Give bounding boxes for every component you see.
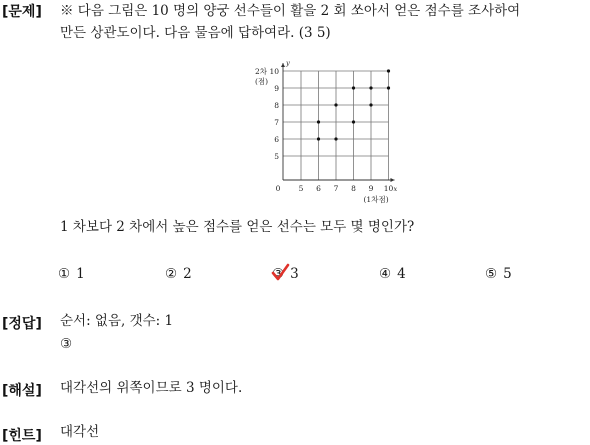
data-point xyxy=(369,86,372,89)
problem-line-2: 만든 상관도이다. 다음 물음에 답하여라. (3 5) xyxy=(60,25,331,41)
choice-1[interactable] xyxy=(58,266,85,282)
explanation-tag: [해설] xyxy=(2,383,42,399)
data-point xyxy=(387,86,390,89)
answer-line-2: ③ xyxy=(60,336,73,352)
data-point xyxy=(387,69,390,72)
choice-number: ① xyxy=(58,266,71,282)
x-tick-label: 6 xyxy=(316,184,321,193)
check-mark-icon xyxy=(270,263,290,283)
x-tick-label: 0 xyxy=(275,184,281,193)
x-axis-letter: x xyxy=(393,185,398,193)
y-axis-unit: (점) xyxy=(255,77,269,86)
chart-axes xyxy=(281,63,395,182)
question-text: 1 차보다 2 차에서 높은 점수를 얻은 선수는 모두 몇 명인가? xyxy=(60,219,415,235)
data-point xyxy=(334,103,337,106)
choice-label: 5 xyxy=(503,266,512,282)
choice-number: ⑤ xyxy=(485,266,498,282)
problem-tag: [문제] xyxy=(2,4,42,20)
y-tick-label: 8 xyxy=(274,101,279,110)
scatter-chart xyxy=(245,52,415,204)
chart-grid xyxy=(283,71,389,180)
y-axis-label: 2차 xyxy=(255,67,268,76)
choice-number: ② xyxy=(165,266,178,282)
problem-line-1: ※ 다음 그림은 10 명의 양궁 선수들이 활을 2 회 쏘아서 얻은 점수를 조사하여 xyxy=(60,3,521,19)
data-point xyxy=(369,103,372,106)
x-tick-label: 8 xyxy=(351,184,356,193)
choice-4[interactable] xyxy=(379,266,406,282)
data-point xyxy=(317,137,320,140)
answer-tag: [정답] xyxy=(2,316,42,332)
hint-text: 대각선 xyxy=(60,424,100,440)
hint-tag: [힌트] xyxy=(2,428,42,444)
choice-5[interactable] xyxy=(485,266,512,282)
y-tick-label: 9 xyxy=(274,84,279,93)
x-tick-label: 10 xyxy=(383,184,394,193)
x-tick-label: 7 xyxy=(333,184,339,193)
data-point xyxy=(334,137,337,140)
choice-3[interactable] xyxy=(272,266,299,282)
choice-label: 2 xyxy=(183,266,192,282)
explanation-text: 대각선의 위쪽이므로 3 명이다. xyxy=(60,380,243,396)
data-point xyxy=(317,120,320,123)
x-axis-unit: (1차점) xyxy=(363,195,389,204)
choice-label: 4 xyxy=(397,266,406,282)
y-tick-label: 10 xyxy=(269,67,279,76)
chart-labels xyxy=(255,59,398,204)
y-tick-label: 7 xyxy=(274,118,279,127)
data-point xyxy=(352,86,355,89)
choice-label: 3 xyxy=(290,266,299,282)
answer-line-1: 순서: 없음, 갯수: 1 xyxy=(60,313,174,329)
data-point xyxy=(352,120,355,123)
x-axis-arrow-icon xyxy=(391,178,395,182)
x-tick-label: 5 xyxy=(298,184,304,193)
y-tick-label: 5 xyxy=(274,152,279,161)
choice-2[interactable] xyxy=(165,266,192,282)
y-tick-label: 6 xyxy=(274,135,279,144)
y-axis-letter: y xyxy=(286,59,290,67)
choice-number: ③ xyxy=(272,266,284,282)
choice-number: ④ xyxy=(379,266,392,282)
y-axis-arrow-icon xyxy=(281,63,285,67)
x-tick-label: 9 xyxy=(368,184,374,193)
choice-label: 1 xyxy=(76,266,85,282)
